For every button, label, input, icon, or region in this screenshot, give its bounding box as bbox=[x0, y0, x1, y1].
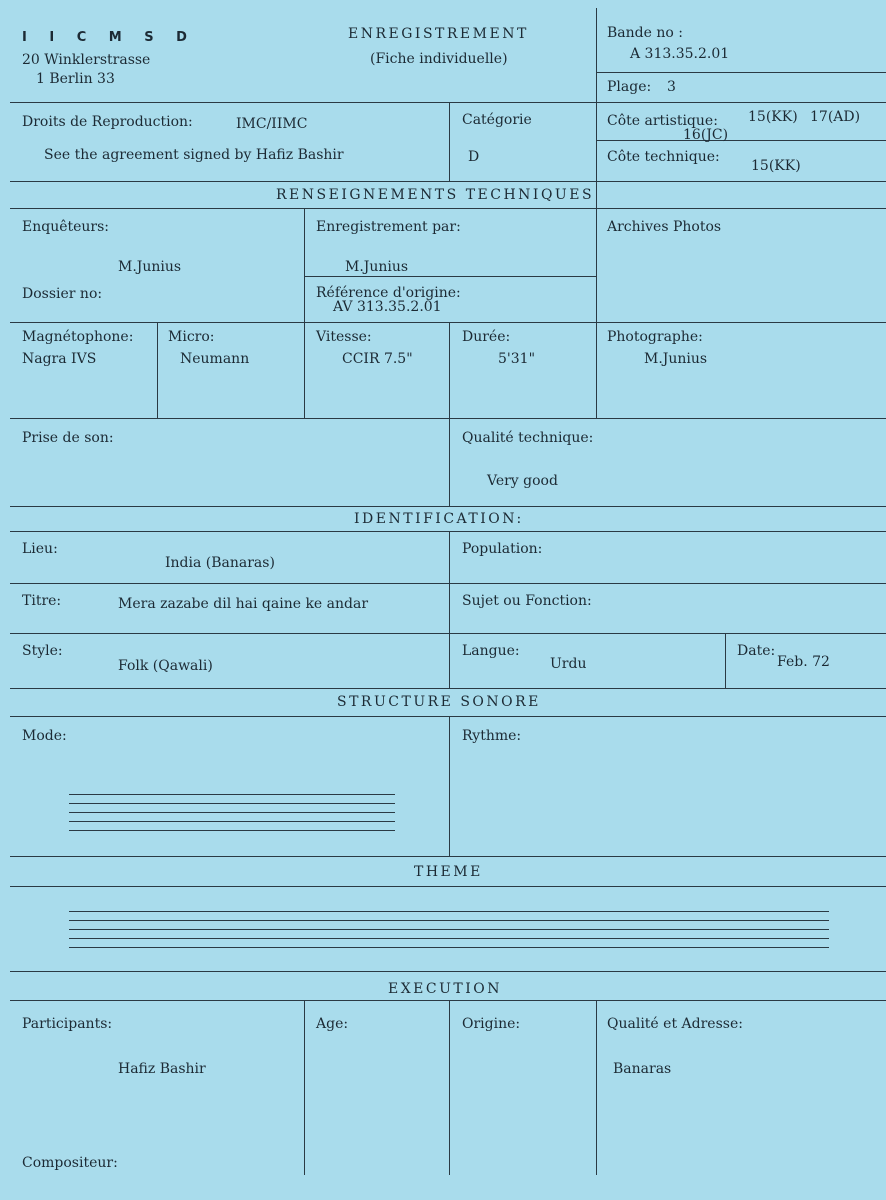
prise-label: Prise de son: bbox=[22, 430, 114, 446]
langue-value: Urdu bbox=[550, 656, 587, 672]
rule bbox=[10, 583, 886, 584]
reference-value: AV 313.35.2.01 bbox=[333, 299, 442, 315]
bande-label: Bande no : bbox=[607, 25, 683, 41]
rule bbox=[10, 971, 886, 972]
rule bbox=[10, 1000, 886, 1001]
dossier-label: Dossier no: bbox=[22, 286, 103, 302]
vitesse-value: CCIR 7.5" bbox=[342, 351, 413, 367]
section-structure: STRUCTURE SONORE bbox=[337, 694, 541, 710]
titre-label: Titre: bbox=[22, 593, 62, 609]
section-theme: THEME bbox=[414, 864, 483, 880]
micro-value: Neumann bbox=[180, 351, 250, 367]
mode-label: Mode: bbox=[22, 728, 67, 744]
lieu-value: India (Banaras) bbox=[165, 555, 275, 571]
sujet-label: Sujet ou Fonction: bbox=[462, 593, 592, 609]
rule-col-duree bbox=[449, 322, 450, 418]
form-subtitle: (Fiche individuelle) bbox=[370, 51, 508, 67]
rule bbox=[10, 506, 886, 507]
rule bbox=[10, 322, 886, 323]
rythme-label: Rythme: bbox=[462, 728, 522, 744]
cote-artistique-value3: 16(JC) bbox=[683, 127, 729, 143]
form-title: ENREGISTREMENT bbox=[348, 26, 529, 42]
rule-col-categorie bbox=[449, 102, 450, 181]
participants-label: Participants: bbox=[22, 1016, 113, 1032]
categorie-label: Catégorie bbox=[462, 112, 532, 128]
population-label: Population: bbox=[462, 541, 543, 557]
rule bbox=[10, 633, 886, 634]
date-value: Feb. 72 bbox=[777, 654, 830, 670]
org-street: 20 Winklerstrasse bbox=[22, 52, 151, 68]
section-execution: EXECUTION bbox=[388, 981, 503, 997]
rule-col-micro bbox=[157, 322, 158, 418]
rule-col-ident bbox=[449, 531, 450, 688]
enqueteurs-value: M.Junius bbox=[118, 259, 182, 275]
rule-col-rythme bbox=[449, 716, 450, 856]
photographe-label: Photographe: bbox=[607, 329, 703, 345]
section-identification: IDENTIFICATION: bbox=[354, 511, 524, 527]
rule-col-qualite-adr bbox=[596, 1000, 597, 1175]
rule-col-age bbox=[304, 1000, 305, 1175]
origine-label: Origine: bbox=[462, 1016, 521, 1032]
rule-col-right bbox=[596, 8, 597, 418]
qualite-adresse-value: Banaras bbox=[613, 1061, 672, 1077]
rule-col-date bbox=[725, 633, 726, 688]
enreg-par-label: Enregistrement par: bbox=[316, 219, 461, 235]
rule-enreg-ref bbox=[304, 276, 596, 277]
titre-value: Mera zazabe dil hai qaine ke andar bbox=[118, 596, 369, 612]
style-value: Folk (Qawali) bbox=[118, 658, 213, 674]
age-label: Age: bbox=[316, 1016, 349, 1032]
cote-technique-label: Côte technique: bbox=[607, 149, 720, 165]
rule bbox=[10, 208, 886, 209]
compositeur-label: Compositeur: bbox=[22, 1155, 118, 1171]
qualite-technique-label: Qualité technique: bbox=[462, 430, 594, 446]
rule bbox=[10, 886, 886, 887]
langue-label: Langue: bbox=[462, 643, 520, 659]
qualite-adresse-label: Qualité et Adresse: bbox=[607, 1016, 743, 1032]
style-label: Style: bbox=[22, 643, 63, 659]
rule bbox=[10, 181, 886, 182]
vitesse-label: Vitesse: bbox=[316, 329, 372, 345]
enreg-par-value: M.Junius bbox=[345, 259, 409, 275]
droits-note: See the agreement signed by Hafiz Bashir bbox=[44, 147, 344, 163]
droits-label: Droits de Reproduction: bbox=[22, 114, 193, 130]
duree-label: Durée: bbox=[462, 329, 511, 345]
rule bbox=[10, 531, 886, 532]
cote-artistique-label: Côte artistique: bbox=[607, 113, 718, 129]
lieu-label: Lieu: bbox=[22, 541, 58, 557]
rule bbox=[10, 418, 886, 419]
participants-value: Hafiz Bashir bbox=[118, 1061, 206, 1077]
plage-value: 3 bbox=[667, 79, 676, 95]
micro-label: Micro: bbox=[168, 329, 215, 345]
magnetophone-label: Magnétophone: bbox=[22, 329, 134, 345]
enqueteurs-label: Enquêteurs: bbox=[22, 219, 110, 235]
categorie-value: D bbox=[468, 149, 480, 165]
archives-label: Archives Photos bbox=[607, 219, 722, 235]
rule-cote bbox=[596, 140, 886, 141]
duree-value: 5'31" bbox=[498, 351, 536, 367]
org-logo: I I C M S D bbox=[22, 30, 196, 45]
droits-value: IMC/IIMC bbox=[236, 116, 308, 132]
date-label: Date: bbox=[737, 643, 776, 659]
section-tech: RENSEIGNEMENTS TECHNIQUES bbox=[276, 187, 595, 203]
bande-value: A 313.35.2.01 bbox=[630, 46, 730, 62]
rule-col-origine bbox=[449, 1000, 450, 1175]
cote-artistique-value1: 15(KK) bbox=[748, 109, 798, 125]
org-city: 1 Berlin 33 bbox=[36, 71, 115, 87]
reference-label: Référence d'origine: bbox=[316, 285, 461, 301]
magnetophone-value: Nagra IVS bbox=[22, 351, 97, 367]
cote-artistique-value2: 17(AD) bbox=[810, 109, 861, 125]
qualite-technique-value: Very good bbox=[487, 473, 558, 489]
rule bbox=[10, 716, 886, 717]
rule-header-bottom bbox=[10, 102, 886, 103]
photographe-value: M.Junius bbox=[644, 351, 708, 367]
rule bbox=[10, 688, 886, 689]
rule-col-qualite bbox=[449, 418, 450, 506]
plage-label: Plage: bbox=[607, 79, 652, 95]
rule-bande-plage bbox=[596, 72, 886, 73]
cote-technique-value: 15(KK) bbox=[751, 158, 801, 174]
rule bbox=[10, 856, 886, 857]
rule-col-mid bbox=[304, 208, 305, 418]
